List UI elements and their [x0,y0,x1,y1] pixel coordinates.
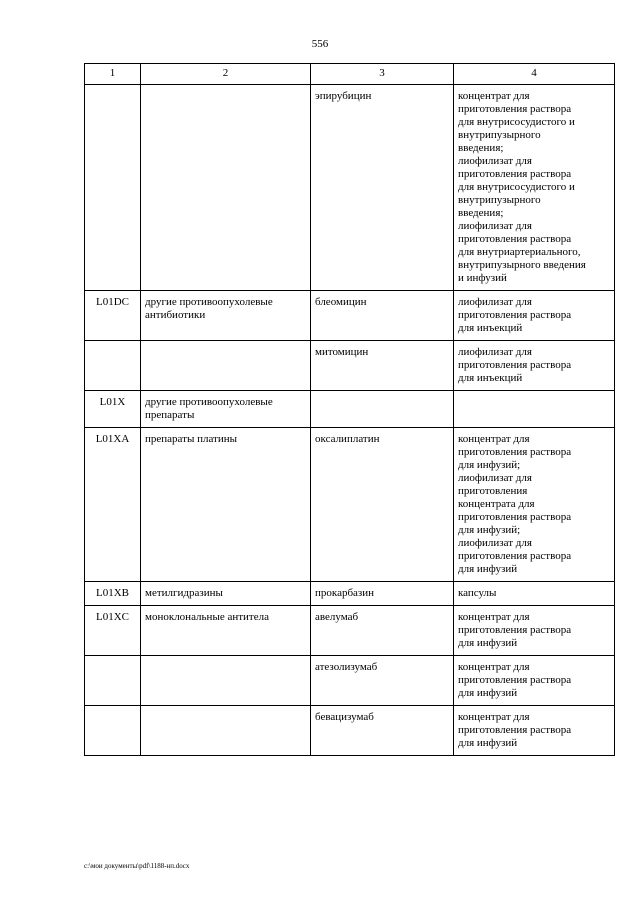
drug-table [84,63,615,756]
cell-text-line: приготовления раствора [458,359,572,371]
dosage-form-cell [454,291,615,341]
cell-text-line: лиофилизат для [458,472,532,484]
cell-text-line: внутрипузырного [458,194,541,206]
dosage-form-cell [454,341,615,391]
atc-code-cell: L01X [85,391,141,428]
group-name-cell [141,706,311,756]
column-header-1: 1 [85,64,141,85]
atc-code-cell: L01DC [85,291,141,341]
cell-text-line: концентрат для [458,611,530,623]
cell-text-line: приготовления раствора [458,674,572,686]
cell-text-line: для инфузий [458,687,518,699]
cell-text-line: моноклональные антитела [145,611,269,623]
cell-text-line: и инфузий [458,272,507,284]
cell-text-line: приготовления раствора [458,550,572,562]
cell-text-line: капсулы [458,587,497,599]
table-row [85,656,615,706]
drug-name-cell [311,391,454,428]
cell-text-line: приготовления [458,485,528,497]
cell-text-line: приготовления раствора [458,168,572,180]
cell-text-line: внутрипузырного [458,129,541,141]
drug-name-cell [311,606,454,656]
table-row [85,85,615,291]
atc-code-cell: L01XC [85,606,141,656]
dosage-form-cell [454,85,615,291]
footer-file-path: c:\мои документы\pdf\1188-нп.docx [84,862,190,870]
cell-text-line: авелумаб [315,611,359,623]
group-name-cell [141,582,311,606]
cell-text-line: приготовления раствора [458,309,572,321]
group-name-cell [141,428,311,582]
cell-text-line: метилгидразины [145,587,223,599]
atc-code-cell [85,656,141,706]
cell-text-line: приготовления раствора [458,624,572,636]
cell-text-line: концентрат для [458,711,530,723]
cell-text-line: введения; [458,142,504,154]
cell-text-line: для инфузий [458,637,518,649]
cell-text-line: для инфузий [458,737,518,749]
atc-code-cell [85,85,141,291]
cell-text-line: приготовления раствора [458,233,572,245]
table-row [85,606,615,656]
dosage-form-cell [454,606,615,656]
cell-text-line: другие противоопухолевые [145,396,273,408]
cell-text-line: введения; [458,207,504,219]
table-row [85,291,615,341]
cell-text-line: приготовления раствора [458,724,572,736]
column-header-3: 3 [311,64,454,85]
cell-text-line: прокарбазин [315,587,375,599]
cell-text-line: препараты платины [145,433,238,445]
cell-text-line: лиофилизат для [458,220,532,232]
cell-text-line: для инъекций [458,322,523,334]
cell-text-line: для инфузий; [458,459,521,471]
drug-name-cell [311,341,454,391]
table-row [85,341,615,391]
table-header-row [85,64,615,85]
atc-code-cell: L01XA [85,428,141,582]
drug-name-cell [311,582,454,606]
drug-name-cell [311,428,454,582]
cell-text-line: концентрат для [458,661,530,673]
group-name-cell [141,391,311,428]
cell-text-line: оксалиплатин [315,433,380,445]
cell-text-line: лиофилизат для [458,537,532,549]
column-header-2: 2 [141,64,311,85]
drug-name-cell [311,656,454,706]
cell-text-line: для внутриартериального, [458,246,581,258]
drug-name-cell [311,291,454,341]
cell-text-line: внутрипузырного введения [458,259,586,271]
cell-text-line: лиофилизат для [458,155,532,167]
group-name-cell [141,656,311,706]
page-number: 556 [311,38,329,50]
cell-text-line: для внутрисосудистого и [458,181,575,193]
cell-text-line: для внутрисосудистого и [458,116,575,128]
group-name-cell [141,606,311,656]
atc-code-cell [85,341,141,391]
table-row [85,706,615,756]
cell-text-line: для инфузий [458,563,518,575]
cell-text-line: для инъекций [458,372,523,384]
table-row [85,391,615,428]
cell-text-line: приготовления раствора [458,511,572,523]
dosage-form-cell [454,706,615,756]
cell-text-line: атезолизумаб [315,661,378,673]
cell-text-line: приготовления раствора [458,103,572,115]
table-row [85,428,615,582]
cell-text-line: концентрат для [458,433,530,445]
atc-code-cell: L01XB [85,582,141,606]
cell-text-line: митомицин [315,346,369,358]
group-name-cell [141,291,311,341]
cell-text-line: лиофилизат для [458,296,532,308]
cell-text-line: лиофилизат для [458,346,532,358]
group-name-cell [141,85,311,291]
cell-text-line: препараты [145,409,195,421]
cell-text-line: блеомицин [315,296,367,308]
group-name-cell [141,341,311,391]
cell-text-line: концентрата для [458,498,535,510]
cell-text-line: эпирубицин [315,90,372,102]
cell-text-line: концентрат для [458,90,530,102]
cell-text-line: антибиотики [145,309,206,321]
cell-text-line: приготовления раствора [458,446,572,458]
table-row [85,582,615,606]
drug-name-cell [311,85,454,291]
atc-code-cell [85,706,141,756]
dosage-form-cell [454,582,615,606]
dosage-form-cell [454,656,615,706]
drug-name-cell [311,706,454,756]
cell-text-line: для инфузий; [458,524,521,536]
dosage-form-cell [454,428,615,582]
cell-text-line: бевацизумаб [315,711,374,723]
dosage-form-cell [454,391,615,428]
cell-text-line: другие противоопухолевые [145,296,273,308]
column-header-4: 4 [454,64,615,85]
